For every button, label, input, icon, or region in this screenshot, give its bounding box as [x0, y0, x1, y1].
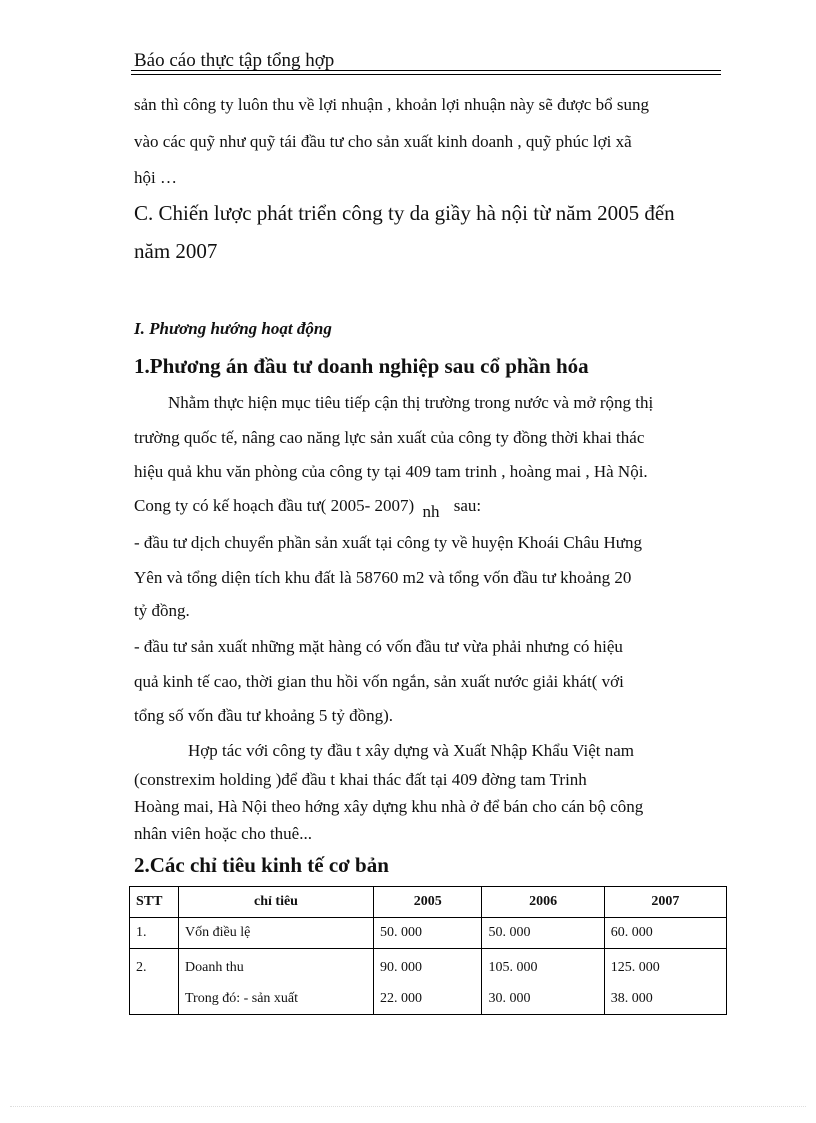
paragraph-line: Hợp tác với công ty đầu t xây dựng và Xuất Nhập Khẩu Việt nam	[188, 741, 635, 760]
page-bottom-border	[10, 1106, 806, 1107]
bullet-line: tỷ đồng.	[134, 601, 190, 620]
table-cell-main: 125. 000	[610, 960, 660, 975]
section-i-title: I. Phương hướng hoạt động	[134, 319, 332, 338]
table-header: 2005	[374, 887, 482, 918]
table-cell	[482, 949, 604, 1015]
table-cell: 50. 000	[482, 918, 604, 949]
paragraph-line: Hoàng mai, Hà Nội theo hớng xây dựng khu nhà ở để bán cho cán bộ công	[134, 797, 644, 816]
table-cell	[179, 949, 374, 1015]
table-cell-sub: 38. 000	[610, 991, 653, 1006]
intro-line: vào các quỹ như quỹ tái đầu tư cho sản xuất kinh doanh , quỹ phúc lợi xã	[134, 132, 632, 151]
table-cell-sub: Trong đó: - sản xuất	[185, 991, 299, 1006]
bullet-line: quả kinh tế cao, thời gian thu hồi vốn ngắn, sản xuất nước giải khát( với	[134, 672, 624, 691]
bullet-line: tổng số vốn đầu tư khoảng 5 tỷ đồng).	[134, 706, 394, 725]
header-rule-top	[131, 70, 721, 71]
header-rule-bottom	[131, 74, 721, 75]
table-cell-main: Doanh thu	[185, 960, 244, 975]
table-cell-main: 90. 000	[380, 960, 422, 975]
table-header: chỉ tiêu	[179, 887, 374, 918]
paragraph-line: nhân viên hoặc cho thuê...	[134, 824, 312, 843]
paragraph-text: Cong ty có kế hoạch đầu tư( 2005- 2007)	[134, 496, 415, 515]
paragraph-line: Nhằm thực hiện mục tiêu tiếp cận thị trường trong nước và mở rộng thị	[168, 393, 654, 412]
table-cell: 50. 000	[374, 918, 482, 949]
table-cell: 2.	[130, 949, 179, 1015]
indicators-table	[129, 886, 727, 1015]
bullet-line: - đầu tư dịch chuyển phần sản xuất tại công ty về huyện Khoái Châu Hưng	[134, 533, 642, 552]
heading-investment-plan: 1.Phương án đầu tư doanh nghiệp sau cổ phần hóa	[134, 354, 589, 378]
table-cell: Vốn điều lệ	[179, 918, 374, 949]
paragraph-line: (constrexim holding )để đầu t khai thác đất tại 409 đờng tam Trinh	[134, 770, 587, 789]
bullet-line: - đầu tư sản xuất những mặt hàng có vốn đầu tư vừa phải nhưng có hiệu	[134, 637, 623, 656]
table-cell-main: 105. 000	[488, 960, 538, 975]
paragraph-line: trường quốc tế, nâng cao năng lực sản xuất của công ty đồng thời khai thác	[134, 428, 645, 447]
bullet-line: Yên và tổng diện tích khu đất là 58760 m2 và tổng vốn đầu tư khoảng 20	[134, 568, 632, 587]
table-cell: 60. 000	[604, 918, 726, 949]
heading-economic-indicators: 2.Các chỉ tiêu kinh tế cơ bản	[134, 853, 389, 877]
table-row	[130, 918, 727, 949]
table-header: 2006	[482, 887, 604, 918]
paragraph-line: hiệu quả khu văn phòng của công ty tại 409 tam trinh , hoàng mai , Hà Nội.	[134, 462, 648, 481]
table-cell: 1.	[130, 918, 179, 949]
intro-line: hội …	[134, 168, 177, 187]
table-row	[130, 949, 727, 1015]
table-cell	[374, 949, 482, 1015]
page-header-title: Báo cáo thực tập tổng hợp	[134, 50, 335, 71]
table-cell-sub: 22. 000	[380, 991, 422, 1006]
paragraph-line	[134, 496, 482, 521]
paragraph-text: sau:	[453, 496, 482, 515]
section-c-title-cont: năm 2007	[134, 239, 218, 263]
table-cell-sub: 30. 000	[488, 991, 531, 1006]
table-header: STT	[130, 887, 179, 918]
table-header-row	[130, 887, 727, 918]
intro-line: sản thì công ty luôn thu về lợi nhuận , khoản lợi nhuận này sẽ được bổ sung	[134, 95, 649, 114]
paragraph-fragment: nh	[422, 502, 440, 521]
section-c-title: C. Chiến lược phát triển công ty da giầy hà nội từ năm 2005 đến	[134, 201, 675, 225]
table-cell	[604, 949, 726, 1015]
table-header: 2007	[604, 887, 726, 918]
